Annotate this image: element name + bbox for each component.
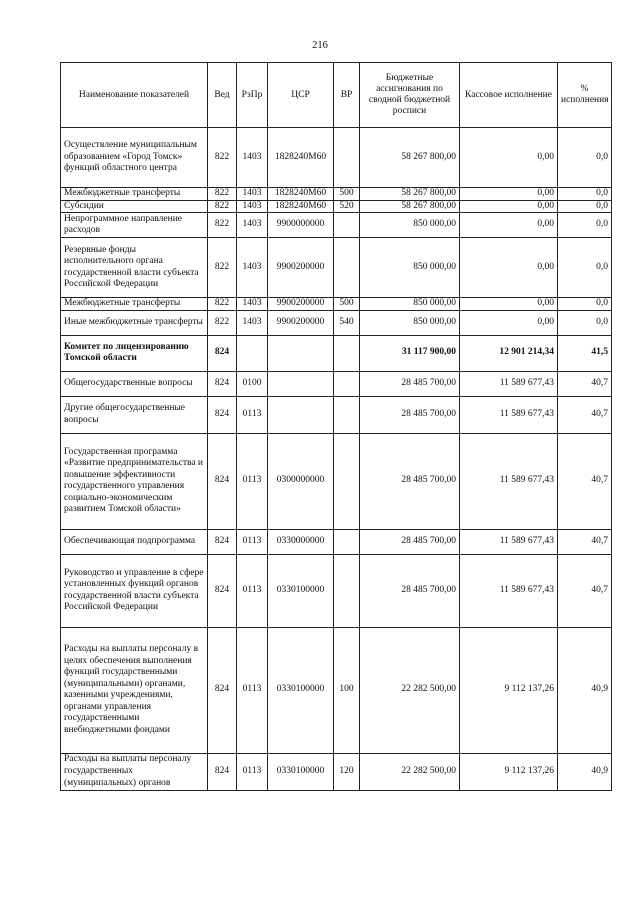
cell-csr: 0330100000 xyxy=(268,753,334,790)
cell-ved: 824 xyxy=(208,396,237,433)
cell-budget: 28 485 700,00 xyxy=(360,554,460,627)
cell-cash: 9 112 137,26 xyxy=(460,627,558,753)
cell-budget: 28 485 700,00 xyxy=(360,371,460,396)
cell-vr: 500 xyxy=(334,188,360,201)
cell-ved: 822 xyxy=(208,298,237,311)
cell-rzpr: 0113 xyxy=(237,396,268,433)
cell-rzpr: 0113 xyxy=(237,627,268,753)
table-row xyxy=(61,128,612,188)
page-number: 216 xyxy=(312,40,328,51)
cell-cash: 0,00 xyxy=(460,128,558,188)
cell-cash: 9 112 137,26 xyxy=(460,753,558,790)
table-row xyxy=(61,371,612,396)
cell-ved: 824 xyxy=(208,335,237,371)
cell-cash: 12 901 214,34 xyxy=(460,335,558,371)
cell-budget: 28 485 700,00 xyxy=(360,396,460,433)
cell-ved: 824 xyxy=(208,433,237,529)
cell-budget: 31 117 900,00 xyxy=(360,335,460,371)
cell-pct: 40,9 xyxy=(558,753,612,790)
cell-rzpr: 1403 xyxy=(237,128,268,188)
cell-cash: 0,00 xyxy=(460,200,558,213)
cell-vr xyxy=(334,238,360,298)
cell-csr: 0330100000 xyxy=(268,554,334,627)
cell-rzpr: 1403 xyxy=(237,298,268,311)
cell-csr: 9900000000 xyxy=(268,213,334,238)
cell-name: Межбюджетные трансферты xyxy=(61,298,208,311)
cell-cash: 11 589 677,43 xyxy=(460,433,558,529)
cell-budget: 850 000,00 xyxy=(360,238,460,298)
cell-name: Иные межбюджетные трансферты xyxy=(61,310,208,335)
cell-csr: 9900200000 xyxy=(268,238,334,298)
cell-csr xyxy=(268,335,334,371)
cell-name: Непрограммное направление расходов xyxy=(61,213,208,238)
cell-name: Другие общегосударственные вопросы xyxy=(61,396,208,433)
cell-rzpr: 0113 xyxy=(237,433,268,529)
cell-pct: 40,7 xyxy=(558,371,612,396)
cell-name: Руководство и управление в сфере установленных функций органов государственной власти субъекта Российской Федерации xyxy=(61,554,208,627)
cell-pct: 40,7 xyxy=(558,433,612,529)
cell-rzpr: 1403 xyxy=(237,200,268,213)
cell-ved: 824 xyxy=(208,627,237,753)
cell-name: Расходы на выплаты персоналу в целях обеспечения выполнения функций государственными (муниципальными) органами, казенными учреждениями, органами управления государственными внебюджетными фондами xyxy=(61,627,208,753)
cell-cash: 0,00 xyxy=(460,238,558,298)
cell-ved: 822 xyxy=(208,128,237,188)
table-row xyxy=(61,188,612,201)
cell-pct: 40,7 xyxy=(558,529,612,554)
cell-vr xyxy=(334,213,360,238)
table-row xyxy=(61,529,612,554)
cell-csr: 0300000000 xyxy=(268,433,334,529)
cell-budget: 850 000,00 xyxy=(360,310,460,335)
cell-budget: 850 000,00 xyxy=(360,298,460,311)
table-row xyxy=(61,200,612,213)
header-rzpr: РзПр xyxy=(237,63,268,128)
cell-ved: 822 xyxy=(208,310,237,335)
cell-vr xyxy=(334,335,360,371)
cell-cash: 11 589 677,43 xyxy=(460,396,558,433)
cell-csr: 1828240М60 xyxy=(268,128,334,188)
table-row xyxy=(61,433,612,529)
cell-pct: 40,7 xyxy=(558,396,612,433)
cell-cash: 0,00 xyxy=(460,188,558,201)
cell-ved: 822 xyxy=(208,200,237,213)
cell-pct: 0,0 xyxy=(558,298,612,311)
cell-name: Обеспечивающая подпрограмма xyxy=(61,529,208,554)
cell-pct: 40,9 xyxy=(558,627,612,753)
cell-vr xyxy=(334,128,360,188)
cell-ved: 824 xyxy=(208,554,237,627)
header-csr: ЦСР xyxy=(268,63,334,128)
cell-rzpr: 1403 xyxy=(237,188,268,201)
cell-csr: 0330100000 xyxy=(268,627,334,753)
cell-vr xyxy=(334,433,360,529)
cell-name: Резервные фонды исполнительного органа государственной власти субъекта Российской Федерации xyxy=(61,238,208,298)
cell-vr xyxy=(334,396,360,433)
cell-csr: 1828240М60 xyxy=(268,188,334,201)
cell-name: Субсидии xyxy=(61,200,208,213)
cell-vr xyxy=(334,371,360,396)
cell-cash: 11 589 677,43 xyxy=(460,371,558,396)
table-row xyxy=(61,627,612,753)
cell-csr: 9900200000 xyxy=(268,298,334,311)
header-budget: Бюджетные ассигнования по сводной бюджетной росписи xyxy=(360,63,460,128)
cell-rzpr: 1403 xyxy=(237,310,268,335)
cell-vr: 500 xyxy=(334,298,360,311)
cell-budget: 22 282 500,00 xyxy=(360,753,460,790)
cell-budget: 28 485 700,00 xyxy=(360,529,460,554)
cell-cash: 11 589 677,43 xyxy=(460,529,558,554)
cell-ved: 822 xyxy=(208,238,237,298)
cell-cash: 0,00 xyxy=(460,310,558,335)
table-row xyxy=(61,238,612,298)
cell-rzpr: 1403 xyxy=(237,213,268,238)
cell-ved: 824 xyxy=(208,529,237,554)
cell-cash: 11 589 677,43 xyxy=(460,554,558,627)
cell-pct: 0,0 xyxy=(558,238,612,298)
cell-name: Государственная программа «Развитие предпринимательства и повышение эффективности государственного управления социально-экономическим развитием Томской области» xyxy=(61,433,208,529)
table-row xyxy=(61,298,612,311)
cell-ved: 824 xyxy=(208,753,237,790)
table-row xyxy=(61,753,612,790)
table-row xyxy=(61,396,612,433)
cell-cash: 0,00 xyxy=(460,298,558,311)
cell-budget: 850 000,00 xyxy=(360,213,460,238)
cell-rzpr: 0113 xyxy=(237,529,268,554)
cell-rzpr: 0113 xyxy=(237,554,268,627)
cell-vr xyxy=(334,529,360,554)
cell-rzpr: 1403 xyxy=(237,238,268,298)
cell-vr xyxy=(334,554,360,627)
cell-vr: 100 xyxy=(334,627,360,753)
cell-pct: 0,0 xyxy=(558,310,612,335)
cell-budget: 58 267 800,00 xyxy=(360,200,460,213)
cell-vr: 120 xyxy=(334,753,360,790)
cell-rzpr: 0113 xyxy=(237,753,268,790)
cell-pct: 0,0 xyxy=(558,128,612,188)
header-cash: Кассовое исполнение xyxy=(460,63,558,128)
cell-budget: 22 282 500,00 xyxy=(360,627,460,753)
cell-csr xyxy=(268,371,334,396)
table-header-row xyxy=(61,63,612,128)
header-name: Наименование показателей xyxy=(61,63,208,128)
table-row xyxy=(61,310,612,335)
budget-execution-table xyxy=(60,62,612,791)
cell-budget: 28 485 700,00 xyxy=(360,433,460,529)
cell-csr xyxy=(268,396,334,433)
cell-name: Расходы на выплаты персоналу государственных (муниципальных) органов xyxy=(61,753,208,790)
cell-csr: 0330000000 xyxy=(268,529,334,554)
cell-pct: 0,0 xyxy=(558,188,612,201)
cell-pct: 40,7 xyxy=(558,554,612,627)
cell-ved: 822 xyxy=(208,213,237,238)
table-row xyxy=(61,213,612,238)
cell-csr: 1828240М60 xyxy=(268,200,334,213)
cell-vr: 540 xyxy=(334,310,360,335)
header-vr: ВР xyxy=(334,63,360,128)
cell-csr: 9900200000 xyxy=(268,310,334,335)
cell-name: Общегосударственные вопросы xyxy=(61,371,208,396)
cell-pct: 0,0 xyxy=(558,213,612,238)
cell-pct: 41,5 xyxy=(558,335,612,371)
cell-cash: 0,00 xyxy=(460,213,558,238)
cell-name: Комитет по лицензированию Томской области xyxy=(61,335,208,371)
table-row xyxy=(61,554,612,627)
cell-budget: 58 267 800,00 xyxy=(360,188,460,201)
table-row xyxy=(61,335,612,371)
header-pct: % исполнения xyxy=(558,63,612,128)
cell-name: Межбюджетные трансферты xyxy=(61,188,208,201)
cell-ved: 824 xyxy=(208,371,237,396)
cell-ved: 822 xyxy=(208,188,237,201)
cell-pct: 0,0 xyxy=(558,200,612,213)
header-ved: Вед xyxy=(208,63,237,128)
cell-rzpr: 0100 xyxy=(237,371,268,396)
cell-budget: 58 267 800,00 xyxy=(360,128,460,188)
cell-rzpr xyxy=(237,335,268,371)
cell-vr: 520 xyxy=(334,200,360,213)
cell-name: Осуществление муниципальным образованием «Город Томск» функций областного центра xyxy=(61,128,208,188)
